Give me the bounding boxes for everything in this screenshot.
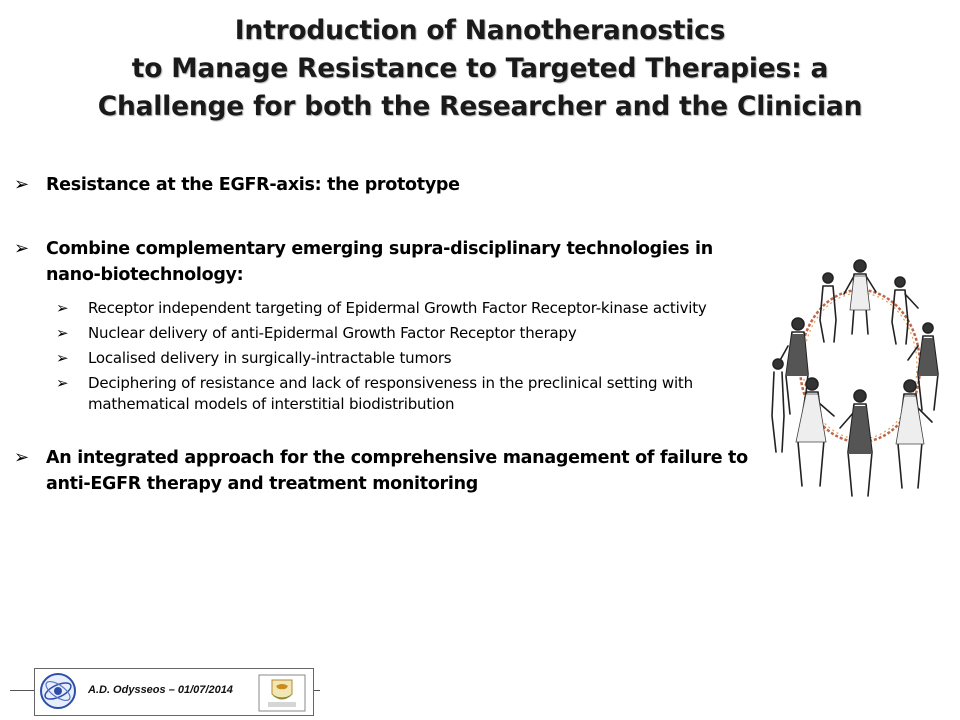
sub-bullet-item bbox=[56, 348, 774, 369]
bullet-text: An integrated approach for the comprehensive management of failure to anti-EGFR therapy and treatment monitoring bbox=[46, 448, 748, 494]
sub-bullet-text: Deciphering of resistance and lack of responsiveness in the preclinical setting with mathematical models of interstitial biodistribution bbox=[88, 374, 693, 413]
sub-bullet-list bbox=[56, 298, 774, 415]
title-line: to Manage Resistance to Targeted Therapies: a bbox=[131, 53, 829, 84]
sub-bullet-item bbox=[56, 323, 774, 344]
sub-bullet-text: Nuclear delivery of anti-Epidermal Growth Factor Receptor therapy bbox=[88, 324, 577, 342]
bullet-item bbox=[14, 445, 774, 497]
arrow-bullet-icon: ➢ bbox=[56, 374, 69, 392]
footer-text: A.D. Odysseos – 01/07/2014 bbox=[88, 684, 233, 696]
arrow-bullet-icon: ➢ bbox=[56, 349, 69, 367]
cyprus-emblem-icon bbox=[258, 674, 306, 712]
sub-bullet-item bbox=[56, 373, 774, 415]
arrow-bullet-icon: ➢ bbox=[14, 174, 30, 195]
bullet-item bbox=[14, 172, 774, 198]
bullet-item bbox=[14, 236, 774, 288]
bullet-list bbox=[14, 172, 774, 535]
bullet-text: Combine complementary emerging supra-disciplinary technologies in nano-biotechnology: bbox=[46, 239, 713, 285]
arrow-bullet-icon: ➢ bbox=[56, 299, 69, 317]
sub-bullet-item bbox=[56, 298, 774, 319]
title-line: Challenge for both the Researcher and the Clinician bbox=[97, 91, 863, 122]
people-circle-illustration bbox=[768, 246, 948, 504]
institute-logo-icon bbox=[38, 671, 78, 711]
sub-bullet-text: Localised delivery in surgically-intractable tumors bbox=[88, 349, 452, 367]
arrow-bullet-icon: ➢ bbox=[56, 324, 69, 342]
title-line: Introduction of Nanotheranostics bbox=[234, 15, 726, 46]
bullet-text: Resistance at the EGFR-axis: the prototype bbox=[46, 175, 460, 195]
slide-title bbox=[20, 12, 940, 126]
arrow-bullet-icon: ➢ bbox=[14, 238, 30, 259]
arrow-bullet-icon: ➢ bbox=[14, 447, 30, 468]
sub-bullet-text: Receptor independent targeting of Epidermal Growth Factor Receptor-kinase activity bbox=[88, 299, 707, 317]
